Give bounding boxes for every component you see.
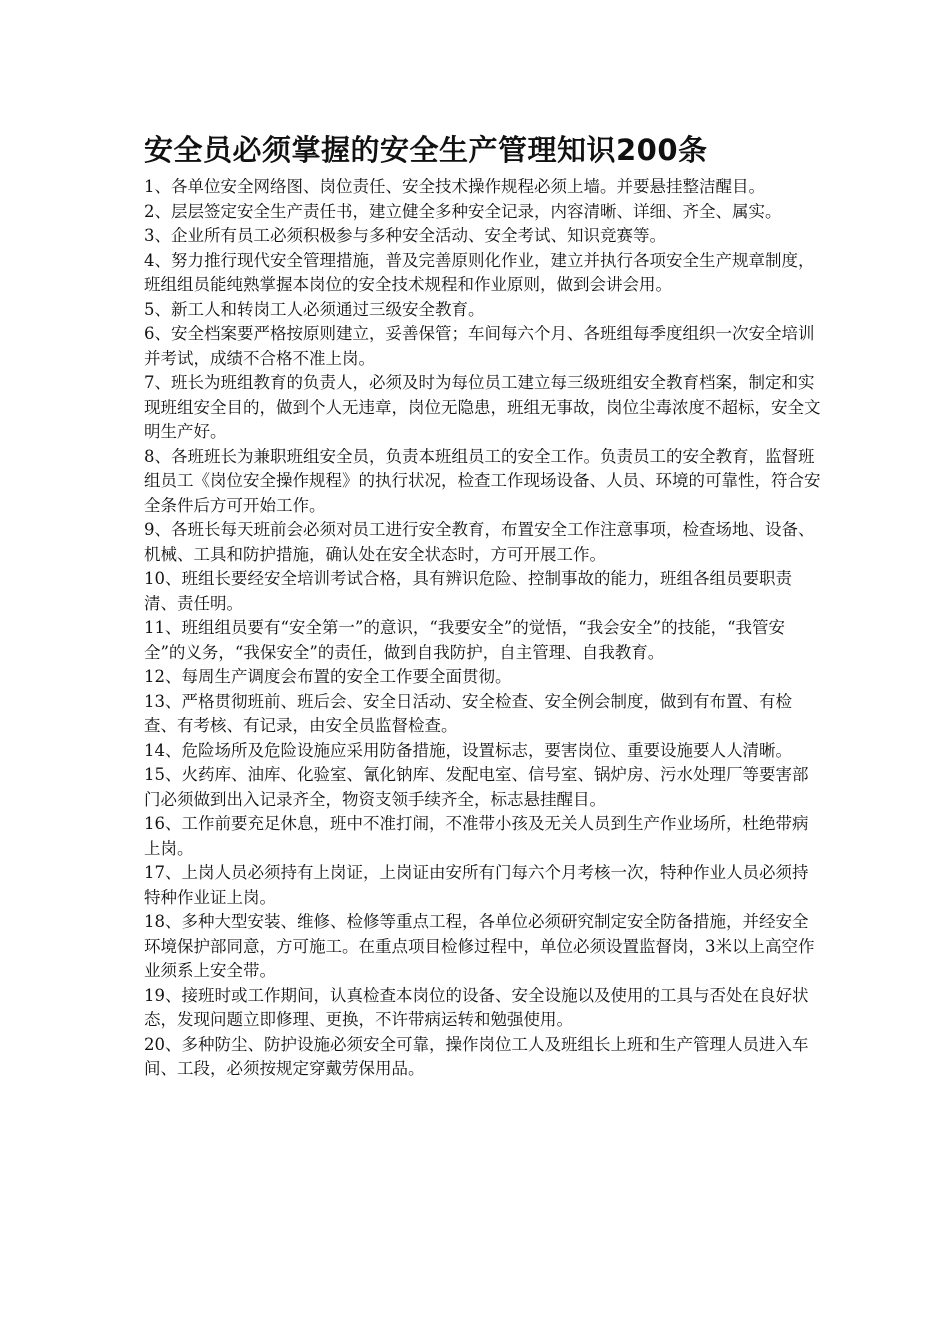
list-item: 15、火药库、油库、化验室、氰化钠库、发配电室、信号室、锅炉房、污水处理厂等要害部门必须做到出入记录齐全，物资支领手续齐全，标志悬挂醒目。 <box>144 765 809 809</box>
list-item: 8、各班班长为兼职班组安全员，负责本班组员工的安全工作。负责员工的安全教育，监督班组员工《岗位安全操作规程》的执行状况，检查工作现场设备、人员、环境的可靠性，符合安全条件后方可开始工作。 <box>144 446 821 515</box>
list-item: 9、各班长每天班前会必须对员工进行安全教育，布置安全工作注意事项，检查场地、设备、机械、工具和防护措施，确认处在安全状态时，方可开展工作。 <box>144 520 815 564</box>
list-item: 3、企业所有员工必须积极参与多种安全活动、安全考试、知识竞赛等。 <box>144 226 666 245</box>
page-title: 安全员必须掌握的安全生产管理知识200条 <box>144 133 708 167</box>
list-item: 7、班长为班组教育的负责人，必须及时为每位员工建立每三级班组安全教育档案，制定和实现班组安全目的，做到个人无违章，岗位无隐患，班组无事故，岗位尘毒浓度不超标，安全文明生产好。 <box>144 373 821 441</box>
list-item: 6、安全档案要严格按原则建立，妥善保管；车间每六个月、各班组每季度组织一次安全培训并考试，成绩不合格不准上岗。 <box>144 324 815 368</box>
list-item: 17、上岗人员必须持有上岗证，上岗证由安所有门每六个月考核一次，特种作业人员必须持特种作业证上岗。 <box>144 863 809 907</box>
list-item: 14、危险场所及危险设施应采用防备措施，设置标志，要害岗位、重要设施要人人清晰。 <box>144 740 792 760</box>
list-item: 5、新工人和转岗工人必须通过三级安全教育。 <box>144 299 485 319</box>
list-item: 11、班组组员要有“安全第一”的意识，“我要安全”的觉悟，“我会安全”的技能，“我管安全”的义务，“我保安全”的责任，做到自我防护，自主管理、自我教育。 <box>144 618 786 662</box>
list-item: 19、接班时或工作期间，认真检查本岗位的设备、安全设施以及使用的工具与否处在良好状态，发现问题立即修理、更换，不许带病运转和勉强使用。 <box>144 985 809 1029</box>
list-item: 10、班组长要经安全培训考试合格，具有辨识危险、控制事故的能力，班组各组员要职责清、责任明。 <box>144 569 792 613</box>
list-item: 4、努力推行现代安全管理措施，普及完善原则化作业，建立并执行各项安全生产规章制度，班组组员能纯熟掌握本岗位的安全技术规程和作业原则，做到会讲会用。 <box>144 250 815 294</box>
document-body <box>144 175 824 1082</box>
list-item: 20、多种防尘、防护设施必须安全可靠，操作岗位工人及班组长上班和生产管理人员进入车间、工段，必须按规定穿戴劳保用品。 <box>144 1034 809 1078</box>
list-item: 2、层层签定安全生产责任书，建立健全多种安全记录，内容清晰、详细、齐全、属实。 <box>144 201 782 221</box>
list-item: 1、各单位安全网络图、岗位责任、安全技术操作规程必须上墙。并要悬挂整洁醒目。 <box>144 177 765 196</box>
list-item: 16、工作前要充足休息，班中不准打闹，不准带小孩及无关人员到生产作业场所，杜绝带病上岗。 <box>144 814 809 858</box>
list-item: 13、严格贯彻班前、班后会、安全日活动、安全检查、安全例会制度，做到有布置、有检查、有考核、有记录，由安全员监督检查。 <box>144 691 792 735</box>
list-item: 18、多种大型安装、维修、检修等重点工程，各单位必须研究制定安全防备措施，并经安全环境保护部同意，方可施工。在重点项目检修过程中，单位必须设置监督岗，3米以上高空作业须系上安全带。 <box>144 912 815 980</box>
list-item: 12、每周生产调度会布置的安全工作要全面贯彻。 <box>144 667 512 686</box>
